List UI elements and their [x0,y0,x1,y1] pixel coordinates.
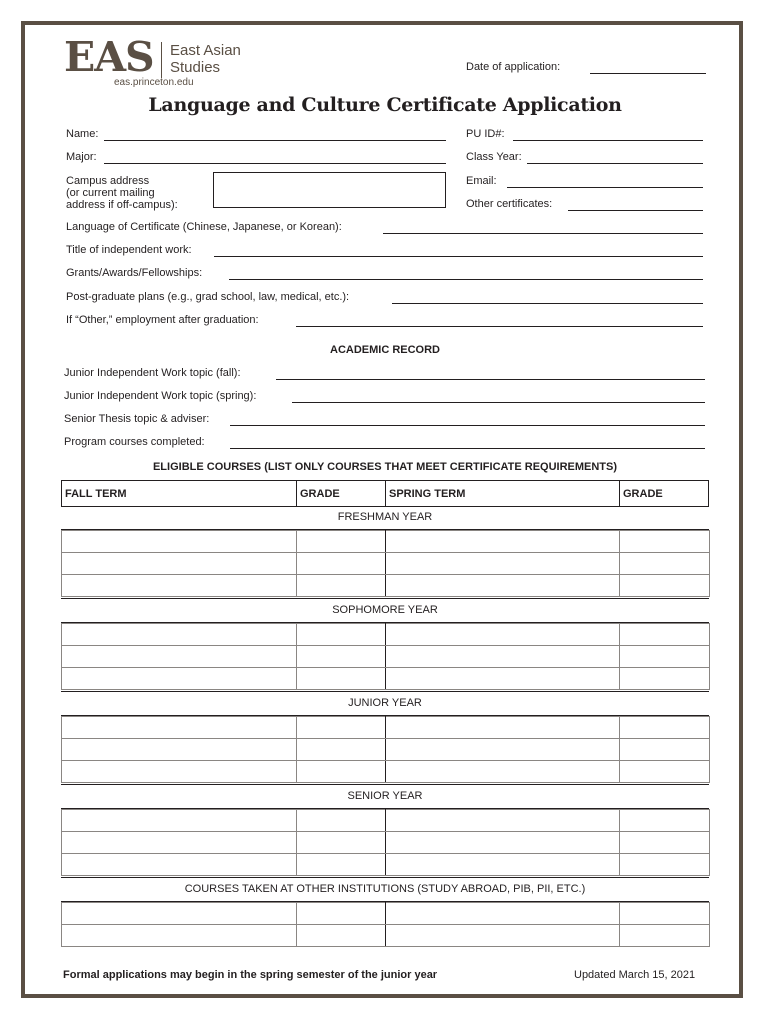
campus-address-label [66,175,178,211]
language-field[interactable] [383,233,703,234]
grade-cell[interactable] [620,761,710,783]
col-grade-fall: GRADE [300,488,340,500]
course-cell[interactable] [62,575,297,597]
table-row [62,810,710,832]
course-cell[interactable] [386,925,620,947]
grade-cell[interactable] [620,624,710,646]
grade-cell[interactable] [620,810,710,832]
language-label: Language of Certificate (Chinese, Japanese, or Korean): [66,221,342,233]
senior-year-label: SENIOR YEAR [347,790,423,802]
table-row [62,832,710,854]
freshman-year-label: FRESHMAN YEAR [337,511,433,523]
course-cell[interactable] [386,832,620,854]
other-institutions-table [61,902,710,947]
grade-cell[interactable] [297,810,386,832]
email-label: Email: [466,175,497,187]
dept-name-line1: East Asian [170,42,241,59]
independent-work-field[interactable] [214,256,703,257]
section-rule [61,691,709,692]
table-row [62,531,710,553]
table-row [62,717,710,739]
pu-id-field[interactable] [513,140,703,141]
senior-table [61,809,710,876]
campus-address-label-line3: address if off-campus): [66,199,178,211]
class-year-field[interactable] [527,163,703,164]
grade-cell[interactable] [620,717,710,739]
grade-cell[interactable] [620,553,710,575]
dept-url: eas.princeton.edu [114,77,194,88]
postgrad-label: Post-graduate plans (e.g., grad school, law, medical, etc.): [66,291,350,303]
grade-cell[interactable] [620,832,710,854]
course-cell[interactable] [62,717,297,739]
jiw-spring-label: Junior Independent Work topic (spring): [64,390,257,402]
grade-cell[interactable] [297,646,386,668]
grade-cell[interactable] [297,531,386,553]
course-cell[interactable] [386,575,620,597]
date-label: Date of application: [466,61,561,73]
grade-cell[interactable] [620,646,710,668]
eligible-courses-heading: ELIGIBLE COURSES (LIST ONLY COURSES THAT MEET CERTIFICATE REQUIREMENTS) [152,461,618,473]
grade-cell[interactable] [297,903,386,925]
grade-cell[interactable] [620,903,710,925]
course-cell[interactable] [386,903,620,925]
class-year-label: Class Year: [466,151,522,163]
grants-label: Grants/Awards/Fellowships: [66,267,203,279]
sophomore-year-label: SOPHOMORE YEAR [332,604,438,616]
grade-cell[interactable] [297,761,386,783]
course-cell[interactable] [62,761,297,783]
col-divider [619,480,620,507]
independent-work-label: Title of independent work: [66,244,192,256]
postgrad-field[interactable] [392,303,703,304]
table-row [62,624,710,646]
section-rule [61,598,709,599]
course-cell[interactable] [62,668,297,690]
grade-cell[interactable] [297,717,386,739]
table-row [62,646,710,668]
grade-cell[interactable] [620,575,710,597]
course-cell[interactable] [386,531,620,553]
grade-cell[interactable] [297,624,386,646]
table-row [62,575,710,597]
course-cell[interactable] [62,646,297,668]
grade-cell[interactable] [297,832,386,854]
section-rule [61,784,709,785]
date-field[interactable] [590,73,706,74]
junior-table [61,716,710,783]
campus-address-box[interactable] [213,172,446,208]
table-row [62,903,710,925]
course-cell[interactable] [62,832,297,854]
course-cell[interactable] [386,646,620,668]
table-row [62,739,710,761]
col-fall-term: FALL TERM [65,488,127,500]
course-cell[interactable] [386,854,620,876]
program-courses-field[interactable] [230,448,705,449]
course-cell[interactable] [62,903,297,925]
jiw-fall-field[interactable] [276,379,705,380]
major-field[interactable] [104,163,446,164]
other-institutions-label: COURSES TAKEN AT OTHER INSTITUTIONS (STUDY ABROAD, PIB, PII, ETC.) [184,883,586,895]
col-spring-term: SPRING TERM [389,488,466,500]
course-cell[interactable] [386,668,620,690]
other-employment-field[interactable] [296,326,703,327]
grade-cell[interactable] [297,739,386,761]
footer-note: Formal applications may begin in the spring semester of the junior year [63,969,438,981]
campus-address-label-line2: (or current mailing [66,187,155,199]
pu-id-label: PU ID#: [466,128,505,140]
course-cell[interactable] [386,624,620,646]
campus-address-label-line1: Campus address [66,175,150,187]
name-field[interactable] [104,140,446,141]
eas-logo: EAS [64,33,154,81]
course-cell[interactable] [386,739,620,761]
course-cell[interactable] [386,810,620,832]
course-cell[interactable] [62,553,297,575]
course-cell[interactable] [62,624,297,646]
grade-cell[interactable] [620,531,710,553]
grade-cell[interactable] [297,668,386,690]
col-divider [385,480,386,507]
col-divider [296,480,297,507]
course-cell[interactable] [62,854,297,876]
jiw-spring-field[interactable] [292,402,705,403]
table-row [62,925,710,947]
grade-cell[interactable] [297,925,386,947]
thesis-label: Senior Thesis topic & adviser: [64,413,210,425]
program-courses-label: Program courses completed: [64,436,205,448]
table-row [62,668,710,690]
other-certificates-label: Other certificates: [466,198,553,210]
grade-cell[interactable] [620,668,710,690]
dept-name-line2: Studies [170,59,221,76]
table-row [62,854,710,876]
course-cell[interactable] [62,739,297,761]
sophomore-table [61,623,710,690]
grants-field[interactable] [229,279,703,280]
section-rule [61,877,709,878]
table-row [62,761,710,783]
academic-record-heading: ACADEMIC RECORD [330,344,440,356]
course-cell[interactable] [386,717,620,739]
course-cell[interactable] [62,925,297,947]
name-label: Name: [66,128,99,140]
table-row [62,553,710,575]
major-label: Major: [66,151,97,163]
course-cell[interactable] [386,553,620,575]
footer-updated: Updated March 15, 2021 [574,969,696,981]
course-cell[interactable] [62,810,297,832]
grade-cell[interactable] [620,925,710,947]
grade-cell[interactable] [620,854,710,876]
logo-divider [161,42,162,78]
grade-cell[interactable] [297,854,386,876]
email-field[interactable] [507,187,703,188]
other-certificates-field[interactable] [568,210,703,211]
grade-cell[interactable] [297,575,386,597]
courses-table-header [61,480,709,507]
jiw-fall-label: Junior Independent Work topic (fall): [64,367,241,379]
course-cell[interactable] [386,761,620,783]
thesis-field[interactable] [230,425,705,426]
other-employment-label: If “Other,” employment after graduation: [66,314,259,326]
page-title: Language and Culture Certificate Application [148,94,622,116]
grade-cell[interactable] [620,739,710,761]
junior-year-label: JUNIOR YEAR [348,697,422,709]
grade-cell[interactable] [297,553,386,575]
col-grade-spring: GRADE [623,488,663,500]
freshman-table [61,530,710,597]
course-cell[interactable] [62,531,297,553]
